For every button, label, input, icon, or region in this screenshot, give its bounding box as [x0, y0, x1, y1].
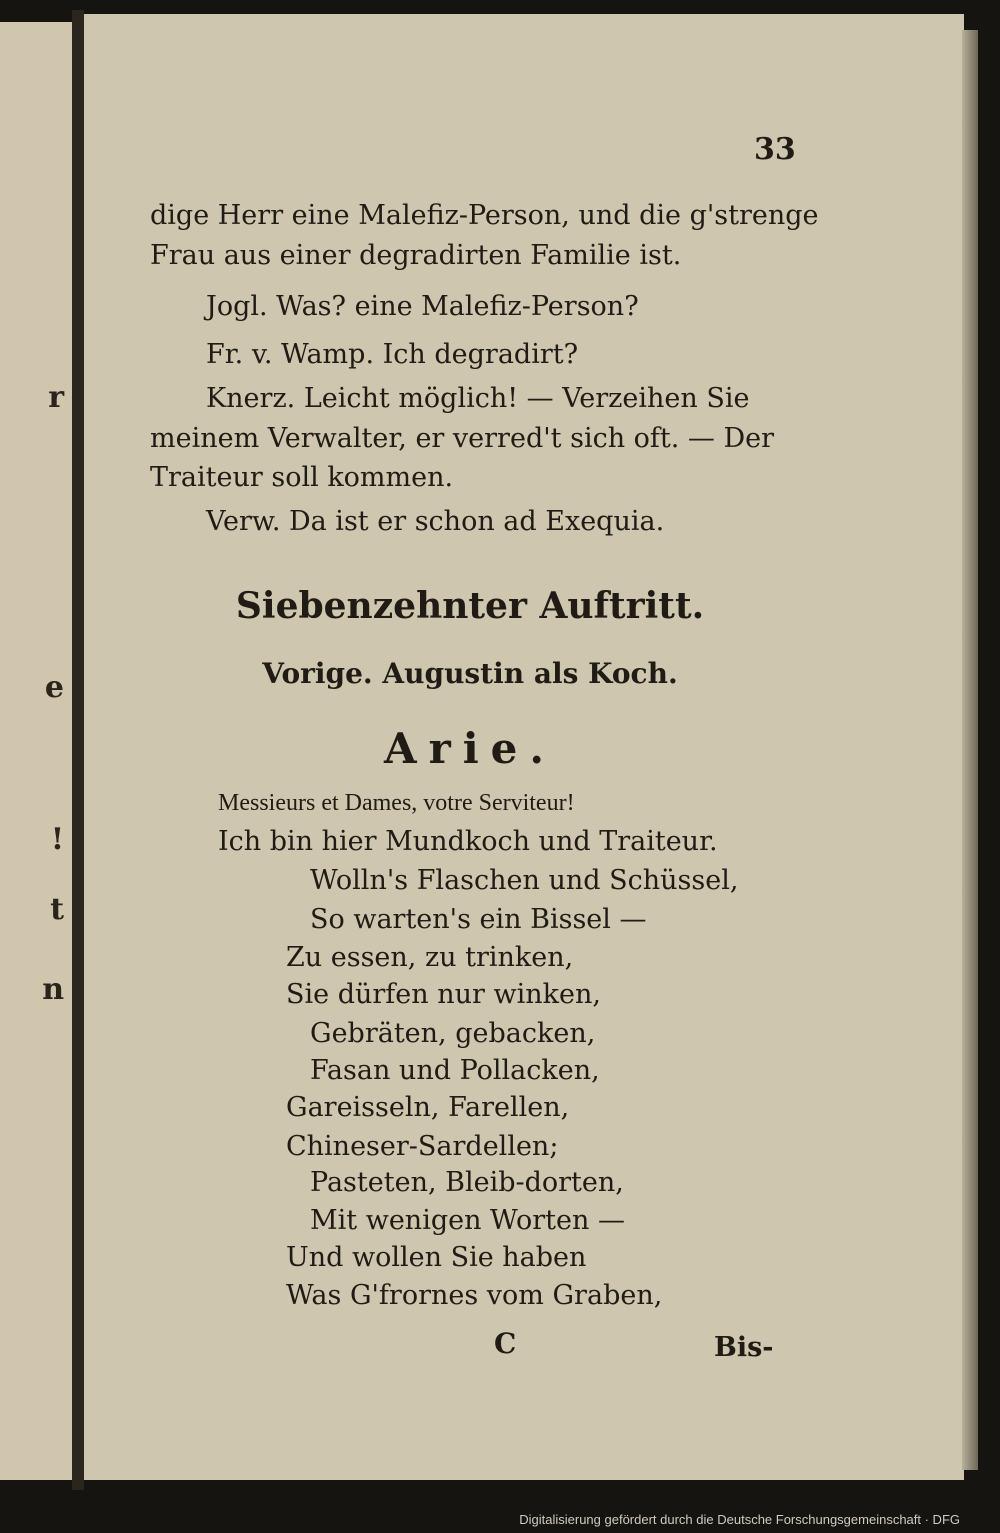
text-line: Jogl. Was? eine Malefiz-Person?	[206, 291, 639, 322]
aria-line: Was G'frornes vom Graben,	[286, 1280, 663, 1311]
scene-cast: Vorige. Augustin als Koch.	[262, 657, 678, 690]
aria-line: Gareisseln, Farellen,	[286, 1092, 570, 1123]
text-line: Knerz. Leicht möglich! — Verzeihen Sie	[206, 383, 750, 414]
margin-fragment: n	[42, 972, 64, 1007]
signature-mark: C	[494, 1327, 517, 1360]
margin-fragment: !	[50, 822, 64, 857]
aria-line: Zu essen, zu trinken,	[286, 942, 574, 973]
aria-line: Sie dürfen nur winken,	[286, 979, 601, 1010]
scene-title: Siebenzehnter Auftritt.	[235, 585, 705, 627]
previous-page-edge	[0, 22, 72, 1480]
aria-line: Ich bin hier Mundkoch und Traiteur.	[218, 826, 718, 857]
aria-line: Gebräten, gebacken,	[310, 1018, 596, 1049]
text-line: Frau aus einer degradirten Familie ist.	[150, 240, 682, 271]
margin-fragment: e	[44, 670, 64, 705]
aria-line: Mit wenigen Worten —	[310, 1205, 625, 1236]
margin-fragment: r	[48, 380, 64, 415]
text-line: Traiteur soll kommen.	[150, 462, 454, 493]
book-gutter	[72, 10, 84, 1490]
aria-line: So warten's ein Bissel —	[310, 904, 647, 935]
dfg-footer: Digitalisierung gefördert durch die Deutsche Forschungsgemeinschaft · DFG	[519, 1512, 960, 1527]
aria-title: Arie.	[383, 724, 556, 773]
aria-line: Chineser-Sardellen;	[286, 1131, 559, 1162]
text-line: dige Herr eine Malefiz-Person, und die g'strenge	[150, 200, 819, 231]
aria-line: Pasteten, Bleib-dorten,	[310, 1167, 624, 1198]
margin-fragment: t	[50, 892, 64, 927]
text-line: Fr. v. Wamp. Ich degradirt?	[206, 339, 579, 370]
text-line: meinem Verwalter, er verred't sich oft. — Der	[150, 423, 775, 454]
aria-line: Fasan und Pollacken,	[310, 1055, 600, 1086]
aria-line: Messieurs et Dames, votre Serviteur!	[218, 790, 575, 816]
book-page	[84, 14, 964, 1480]
text-line: Verw. Da ist er schon ad Exequia.	[206, 506, 665, 537]
aria-line: Wolln's Flaschen und Schüssel,	[310, 865, 739, 896]
aria-line: Und wollen Sie haben	[286, 1242, 587, 1273]
catchword: Bis-	[714, 1332, 774, 1363]
page-number: 33	[754, 132, 796, 167]
page-edge	[962, 30, 978, 1470]
